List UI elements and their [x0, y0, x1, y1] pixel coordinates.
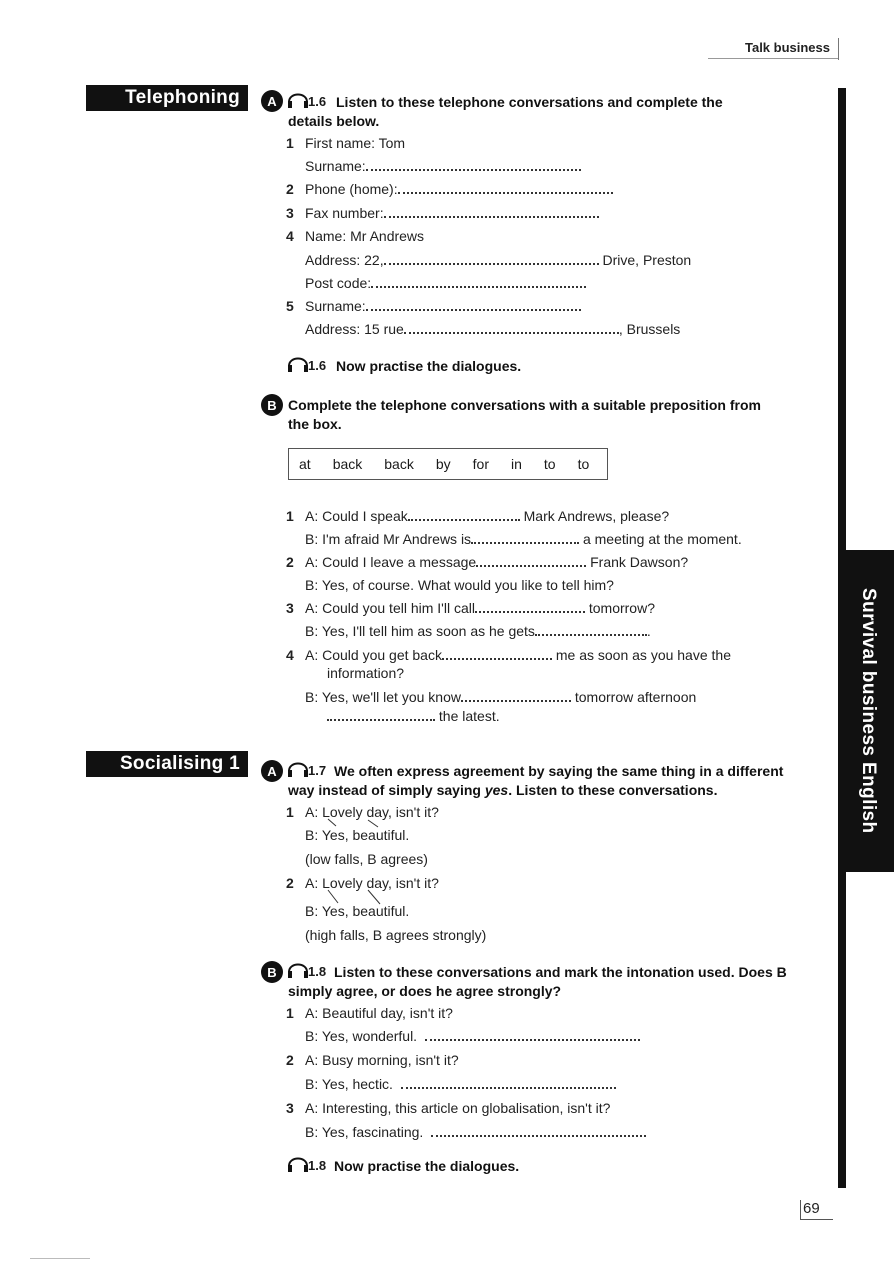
word-box	[288, 448, 608, 480]
exercise-badge-a: A	[261, 760, 283, 782]
dialogue-line: B: Yes, fascinating.	[305, 1124, 424, 1140]
word-box-item: back	[384, 456, 414, 472]
word-box-item: by	[435, 456, 451, 472]
item-number: 3	[286, 205, 294, 221]
fax-label: Fax number:	[305, 205, 384, 221]
word-box-item: to	[577, 456, 590, 472]
dialogue-line: A: Lovely day, isn't it?	[305, 875, 439, 891]
dialogue-line: B: Yes, wonderful.	[305, 1028, 418, 1044]
phone-label: Phone (home):	[305, 181, 398, 197]
dialogue-line: .	[646, 623, 651, 639]
dialogue-line: A: Busy morning, isn't it?	[305, 1052, 459, 1068]
running-head-bar	[838, 38, 839, 60]
answer-blank[interactable]	[327, 707, 435, 721]
item-number: 1	[286, 508, 294, 524]
side-tab	[842, 550, 894, 872]
item-number: 3	[286, 600, 294, 616]
dialogue-line: B: I'm afraid Mr Andrews is	[305, 531, 472, 547]
track-number: 1.7	[308, 763, 327, 778]
side-tab-label: Survival business English	[858, 588, 879, 834]
instruction-part: We often express agreement by saying the same thing in a different way instead of simply saying	[288, 763, 784, 798]
address-suffix: , Brussels	[618, 321, 681, 337]
dialogue-line: B: Yes, beautiful.	[305, 827, 410, 843]
dialogue-line: B: Yes, beautiful.	[305, 903, 410, 919]
answer-blank[interactable]	[384, 251, 599, 265]
instruction-emphasis: yes	[484, 782, 509, 798]
track-number: 1.6	[308, 94, 327, 109]
page-number-bar	[800, 1200, 801, 1220]
answer-blank[interactable]	[401, 1075, 616, 1089]
item-number: 2	[286, 1052, 294, 1068]
word-box-item: back	[332, 456, 363, 472]
name-line: Name: Mr Andrews	[305, 228, 425, 244]
dialogue-line: tomorrow afternoon	[574, 689, 697, 705]
item-number: 1	[286, 1005, 294, 1021]
item-number: 2	[286, 181, 294, 197]
practise-instruction: Now practise the dialogues.	[336, 358, 522, 374]
item-number: 5	[286, 298, 294, 314]
headphones-icon	[286, 352, 310, 374]
answer-blank[interactable]	[442, 646, 552, 660]
dialogue-line: Mark Andrews, please?	[523, 508, 670, 524]
instruction-text	[288, 762, 798, 800]
post-code-label: Post code:	[305, 275, 372, 291]
track-number: 1.8	[308, 964, 327, 979]
answer-blank[interactable]	[476, 553, 586, 567]
dialogue-line: Frank Dawson?	[590, 554, 689, 570]
practise-instruction: Now practise the dialogues.	[334, 1158, 520, 1174]
header-rule	[708, 58, 838, 59]
address-label: Address: 15 rue	[305, 321, 404, 337]
answer-blank[interactable]	[431, 1123, 646, 1137]
item-number: 1	[286, 804, 294, 820]
answer-blank[interactable]	[384, 204, 599, 218]
dialogue-line: the latest.	[438, 708, 500, 724]
instruction-text: Listen to these telephone conversations and complete the details below.	[288, 94, 723, 129]
answer-blank[interactable]	[398, 180, 613, 194]
dialogue-line: information?	[327, 665, 405, 681]
word-box-item: in	[510, 456, 522, 472]
dialogue-line: A: Could I leave a message	[305, 554, 477, 570]
dialogue-line: tomorrow?	[588, 600, 655, 616]
item-number: 2	[286, 875, 294, 891]
answer-blank[interactable]	[366, 297, 581, 311]
dialogue-line: B: Yes, we'll let you know	[305, 689, 461, 705]
dialogue-line: B: Yes, of course. What would you like to tell him?	[305, 577, 614, 593]
first-name-line: First name: Tom	[305, 135, 406, 151]
word-box-item: at	[299, 456, 311, 472]
instruction-part: . Listen to these conversations.	[508, 782, 718, 798]
word-box-item: to	[543, 456, 556, 472]
item-number: 3	[286, 1100, 294, 1116]
answer-blank[interactable]	[371, 274, 586, 288]
address-label: Address: 22,	[305, 252, 384, 268]
answer-blank[interactable]	[461, 688, 571, 702]
word-box-item: for	[472, 456, 489, 472]
dialogue-line: A: Could you get back	[305, 647, 442, 663]
answer-blank[interactable]	[471, 530, 579, 544]
dialogue-line: A: Lovely day, isn't it?	[305, 804, 439, 820]
dialogue-line: me as soon as you have the	[555, 647, 731, 663]
answer-blank[interactable]	[366, 157, 581, 171]
dialogue-line: A: Could I speak	[305, 508, 408, 524]
track-number: 1.8	[308, 1158, 327, 1173]
item-number: 4	[286, 647, 294, 663]
surname-label: Surname:	[305, 298, 366, 314]
page-number-rule	[801, 1219, 833, 1220]
running-head: Talk business	[744, 40, 830, 55]
note-text: (high falls, B agrees strongly)	[305, 927, 487, 943]
page-number: 69	[803, 1200, 820, 1217]
dialogue-line: B: Yes, hectic.	[305, 1076, 393, 1092]
answer-blank[interactable]	[404, 320, 619, 334]
bottom-rule	[30, 1258, 90, 1259]
surname-label: Surname:	[305, 158, 366, 174]
dialogue-line: A: Beautiful day, isn't it?	[305, 1005, 453, 1021]
instruction-text: Listen to these conversations and mark the intonation used. Does B simply agree, or does he agree strongly?	[288, 964, 787, 999]
address-suffix: Drive, Preston	[602, 252, 692, 268]
dialogue-line: A: Interesting, this article on globalisation, isn't it?	[305, 1100, 611, 1116]
instruction-text: Complete the telephone conversations with a suitable preposition from the box.	[288, 397, 761, 432]
dialogue-line: B: Yes, I'll tell him as soon as he gets	[305, 623, 535, 639]
section-tab-telephoning: Telephoning	[86, 85, 248, 111]
answer-blank[interactable]	[408, 507, 520, 521]
item-number: 1	[286, 135, 294, 151]
answer-blank[interactable]	[535, 622, 647, 636]
exercise-badge-b: B	[261, 394, 283, 416]
item-number: 2	[286, 554, 294, 570]
item-number: 4	[286, 228, 294, 244]
track-number: 1.6	[308, 358, 327, 373]
dialogue-line: A: Could you tell him I'll call	[305, 600, 475, 616]
dialogue-line: a meeting at the moment.	[582, 531, 742, 547]
exercise-badge-b: B	[261, 961, 283, 983]
answer-blank[interactable]	[425, 1027, 640, 1041]
answer-blank[interactable]	[475, 599, 585, 613]
note-text: (low falls, B agrees)	[305, 851, 428, 867]
exercise-badge-a: A	[261, 90, 283, 112]
headphones-icon	[286, 1152, 310, 1174]
section-tab-socialising: Socialising 1	[86, 751, 248, 777]
